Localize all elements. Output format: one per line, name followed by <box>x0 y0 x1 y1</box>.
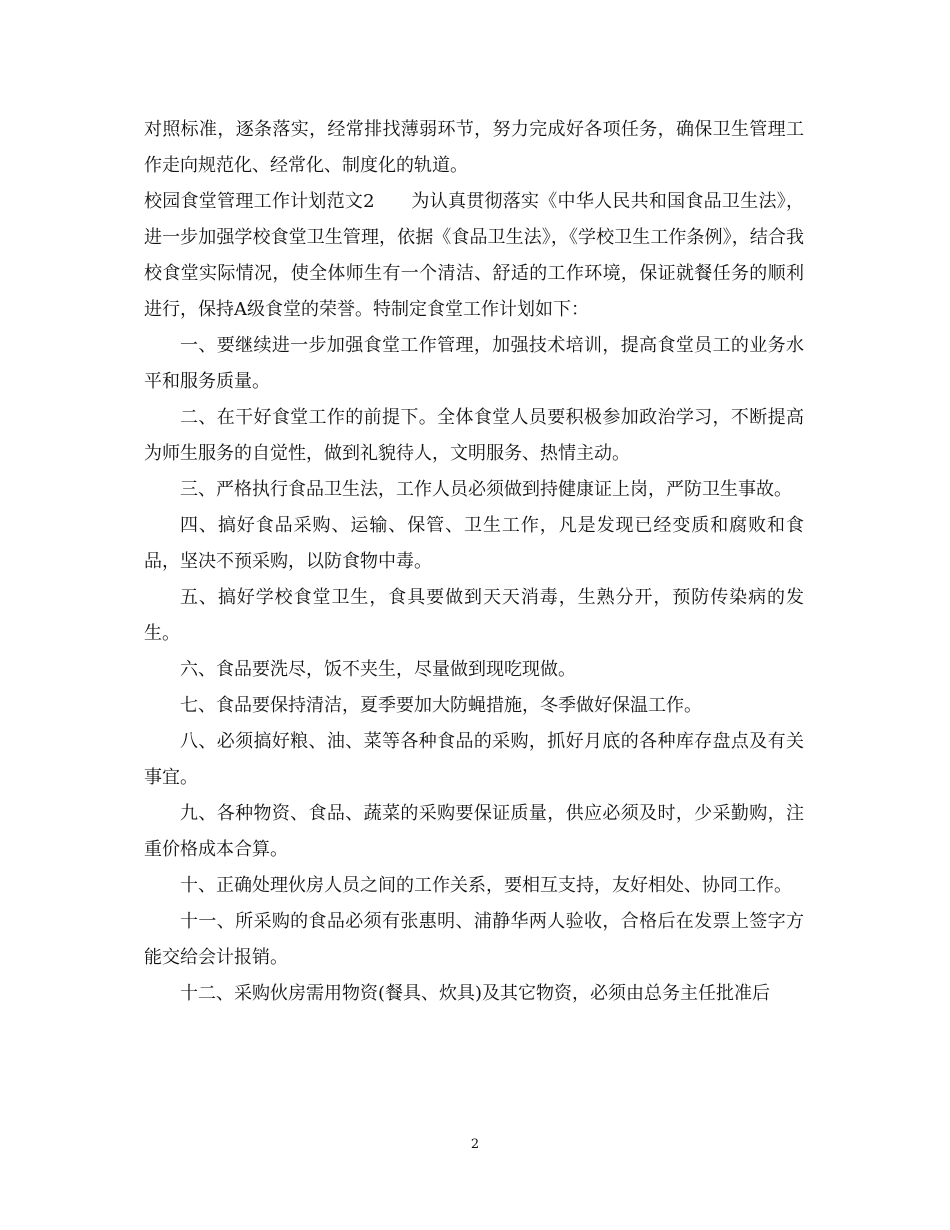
paragraph-7: 五、搞好学校食堂卫生，食具要做到天天消毒，生熟分开，预防传染病的发生。 <box>144 587 804 644</box>
paragraph-8: 六、食品要洗尽，饭不夹生，尽量做到现吃现做。 <box>180 659 576 680</box>
paragraph-11: 九、各种物资、食品、蔬菜的采购要保证质量，供应必须及时，少采勤购，注重价格成本合算。 <box>144 803 804 860</box>
page-number: 2 <box>470 1137 480 1152</box>
paragraph-9: 七、食品要保持清洁，夏季要加大防蝇措施，冬季做好保温工作。 <box>180 695 702 716</box>
paragraph-4: 二、在干好食堂工作的前提下。全体食堂人员要积极参加政治学习，不断提高为师生服务的自觉性，做到礼貌待人，文明服务、热情主动。 <box>144 407 804 464</box>
document-body <box>144 112 804 1012</box>
paragraph-3: 一、要继续进一步加强食堂工作管理，加强技术培训，提高食堂员工的业务水平和服务质量。 <box>144 335 804 392</box>
paragraph-14: 十二、采购伙房需用物资(餐具、炊具)及其它物资，必须由总务主任批准后 <box>180 983 771 1004</box>
paragraph-13: 十一、所采购的食品必须有张惠明、浦静华两人验收，合格后在发票上签字方能交给会计报销。 <box>144 911 804 968</box>
paragraph-5: 三、严格执行食品卫生法，工作人员必须做到持健康证上岗，严防卫生事故。 <box>180 479 792 500</box>
paragraph-12: 十、正确处理伙房人员之间的工作关系，要相互支持，友好相处、协同工作。 <box>180 875 792 896</box>
paragraph-2: 校园食堂管理工作计划范文2 为认真贯彻落实《中华人民共和国食品卫生法》，进一步加强学校食堂卫生管理，依据《食品卫生法》，《学校卫生工作条例》，结合我校食堂实际情况，使全体师生有一个清洁、舒适的工作环境，保证就餐任务的顺利进行，保持A级食堂的荣誉。特制定食堂工作计划如下： <box>144 191 804 320</box>
paragraph-10: 八、必须搞好粮、油、菜等各种食品的采购，抓好月底的各种库存盘点及有关事宜。 <box>144 731 804 788</box>
paragraph-6: 四、搞好食品采购、运输、保管、卫生工作，凡是发现已经变质和腐败和食品，坚决不预采购，以防食物中毒。 <box>144 515 804 572</box>
paragraph-1: 对照标准，逐条落实，经常排找薄弱环节，努力完成好各项任务，确保卫生管理工作走向规范化、经常化、制度化的轨道。 <box>144 119 804 176</box>
